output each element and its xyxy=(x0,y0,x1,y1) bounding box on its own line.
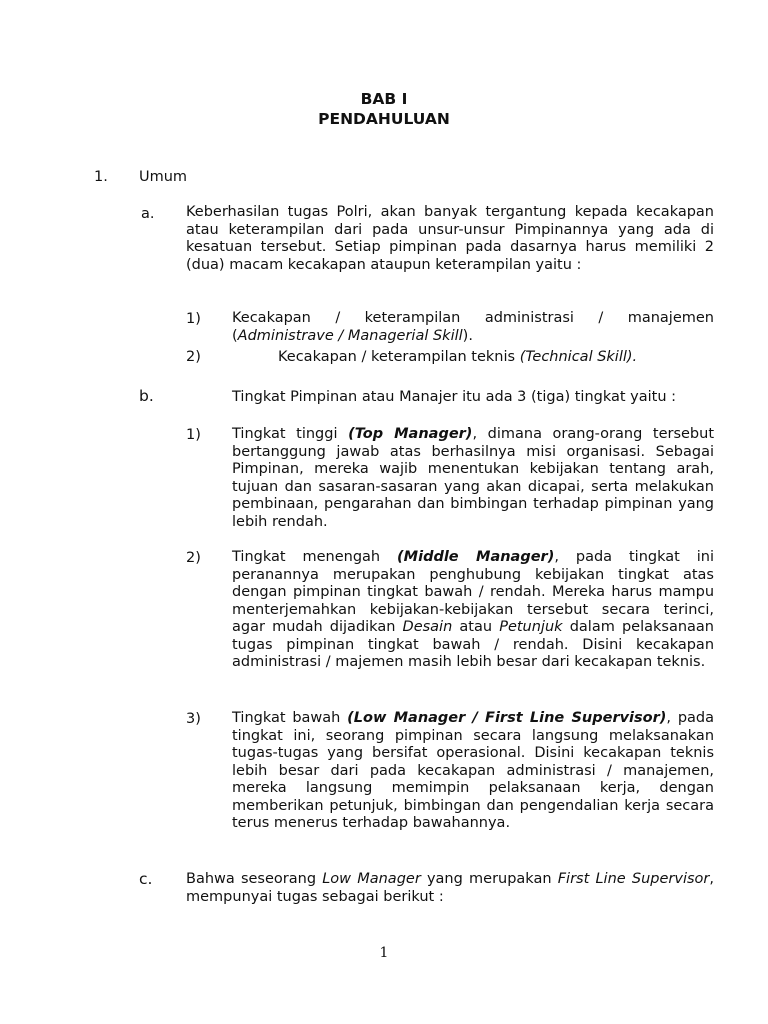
item-b1-paragraph xyxy=(232,426,714,531)
item-a-paragraph xyxy=(186,204,714,274)
supervisor-ref: Supervisor xyxy=(631,871,710,887)
desain-term: Desain xyxy=(402,619,453,635)
item-b2-line: dengan pimpinan tingkat bawah / rendah. Mereka harus xyxy=(232,584,653,600)
item-b1-suffix: , dimana orang-orang tersebut xyxy=(472,426,715,442)
item-a-sub1-marker: 1) xyxy=(186,311,201,327)
item-a-sub1-line2 xyxy=(232,328,473,344)
item-c-line1 xyxy=(186,871,626,887)
top-manager-term: (Top Manager) xyxy=(348,426,473,442)
item-b-marker: b. xyxy=(139,387,154,405)
item-b2-line: mampu menterjemahkan kebijakan-kebijakan tersebut xyxy=(232,584,715,618)
item-b1-line: melakukan pembinaan, pengarahan dan bimbingan terhadap xyxy=(232,478,714,512)
item-b3-line: pada tingkat ini, seorang pimpinan secara langsung xyxy=(232,710,714,744)
section-heading: Umum xyxy=(139,169,188,185)
item-b2-suffix: , pada tingkat ini xyxy=(554,549,714,565)
item-b1-line: bertanggung jawab atas berhasilnya misi organisasi. Sebagai xyxy=(232,443,714,460)
managerial-skill-term: Administrave / Managerial Skill xyxy=(237,327,463,344)
item-b3-paragraph xyxy=(232,710,714,833)
item-a-marker: a. xyxy=(141,206,155,222)
item-b2-line: Disini kecakapan administrasi / majemen masih lebih besar xyxy=(232,636,715,670)
item-b3-line: melaksanakan tugas-tugas yang bersifat operasional. Disini xyxy=(232,727,715,761)
item-b1-prefix: Tingkat tinggi xyxy=(232,426,349,442)
item-b3-prefix: Tingkat bawah xyxy=(232,710,348,726)
first-line-ref: First Line xyxy=(557,871,626,887)
item-c-suffix: , mempunyai tugas sebagai berikut : xyxy=(186,871,714,905)
item-b2-line: peranannya merupakan penghubung kebijakan tingkat atas xyxy=(232,566,714,583)
paren-open: ( xyxy=(232,327,238,344)
item-c-paragraph xyxy=(186,871,714,906)
item-b2-line: dari kecakapan teknis. xyxy=(541,654,706,670)
item-b-intro: Tingkat Pimpinan atau Manajer itu ada 3 (tiga) tingkat yaitu : xyxy=(232,389,677,405)
item-a-line: harus memiliki 2 (dua) macam kecakapan ataupun keterampilan xyxy=(186,239,715,273)
item-b1-marker: 1) xyxy=(186,427,201,443)
item-a-sub2-marker: 2) xyxy=(186,349,201,365)
middle-manager-term: (Middle Manager) xyxy=(397,549,555,565)
item-b1-first-line xyxy=(232,426,714,442)
item-a-sub1-line1: Kecakapan / keterampilan administrasi / manajemen xyxy=(232,310,714,326)
item-a-line: Keberhasilan tugas Polri, akan banyak tergantung kepada xyxy=(186,204,628,220)
page-number: 1 xyxy=(379,945,389,961)
item-b3-marker: 3) xyxy=(186,711,201,727)
item-b3-line: administrasi / manajemen, mereka langsung memimpin xyxy=(232,762,714,796)
item-a-sub2-text: Kecakapan / keterampilan teknis xyxy=(278,349,520,365)
item-c-prefix: Bahwa seseorang xyxy=(186,871,323,887)
petunjuk-term: Petunjuk xyxy=(499,619,563,635)
item-b2-line5-mid: atau xyxy=(452,619,500,635)
item-b2-paragraph xyxy=(232,549,714,672)
item-b3-first-line xyxy=(232,710,671,726)
low-manager-ref: Low Manager xyxy=(322,871,421,887)
low-manager-term: (Low Manager / First Line Supervisor) xyxy=(347,710,667,726)
item-b1-line: tujuan dan sasaran-sasaran yang akan dicapai, serta xyxy=(232,478,629,495)
item-b2-marker: 2) xyxy=(186,550,201,566)
item-b1-line: pimpinan yang lebih rendah. xyxy=(232,496,714,530)
chapter-title: PENDAHULUAN xyxy=(318,110,450,128)
item-a-line: kecakapan atau keterampilan dari pada unsur-unsur Pimpinannya xyxy=(186,204,714,238)
item-b2-line: dalam pelaksanaan tugas pimpinan tingkat bawah / rendah. xyxy=(232,619,714,653)
item-a-line: yang ada di kesatuan tersebut. Setiap pimpinan pada dasarnya xyxy=(186,221,714,255)
item-b3-line: bawahannya. xyxy=(412,815,511,831)
item-a-line: yaitu : xyxy=(535,256,582,273)
section-number: 1. xyxy=(94,169,108,185)
item-a-sub2 xyxy=(278,348,637,366)
item-b3-line: pelaksanaan kerja, dengan memberikan petunjuk, bimbingan xyxy=(232,780,714,814)
item-a-sub1 xyxy=(232,310,714,345)
item-b3-suffix: , xyxy=(666,710,672,726)
item-b1-line: Pimpinan, mereka wajib menentukan kebijakan tentang arah, xyxy=(232,461,714,477)
item-b2-prefix: Tingkat menengah xyxy=(232,549,398,565)
item-b3-line: dan pengendalian kerja secara terus menerus terhadap xyxy=(232,797,714,831)
item-b2-first-line xyxy=(232,549,714,565)
chapter-label: BAB I xyxy=(360,90,408,108)
item-c-marker: c. xyxy=(139,870,153,888)
item-c-mid: yang merupakan xyxy=(420,871,558,887)
item-b2-line5-prefix: secara terinci, agar mudah dijadikan xyxy=(232,601,714,635)
paren-close: ). xyxy=(462,327,473,344)
item-b3-line: kecakapan teknis lebih besar dari pada kecakapan xyxy=(232,745,714,779)
technical-skill-term: (Technical Skill). xyxy=(519,349,638,365)
